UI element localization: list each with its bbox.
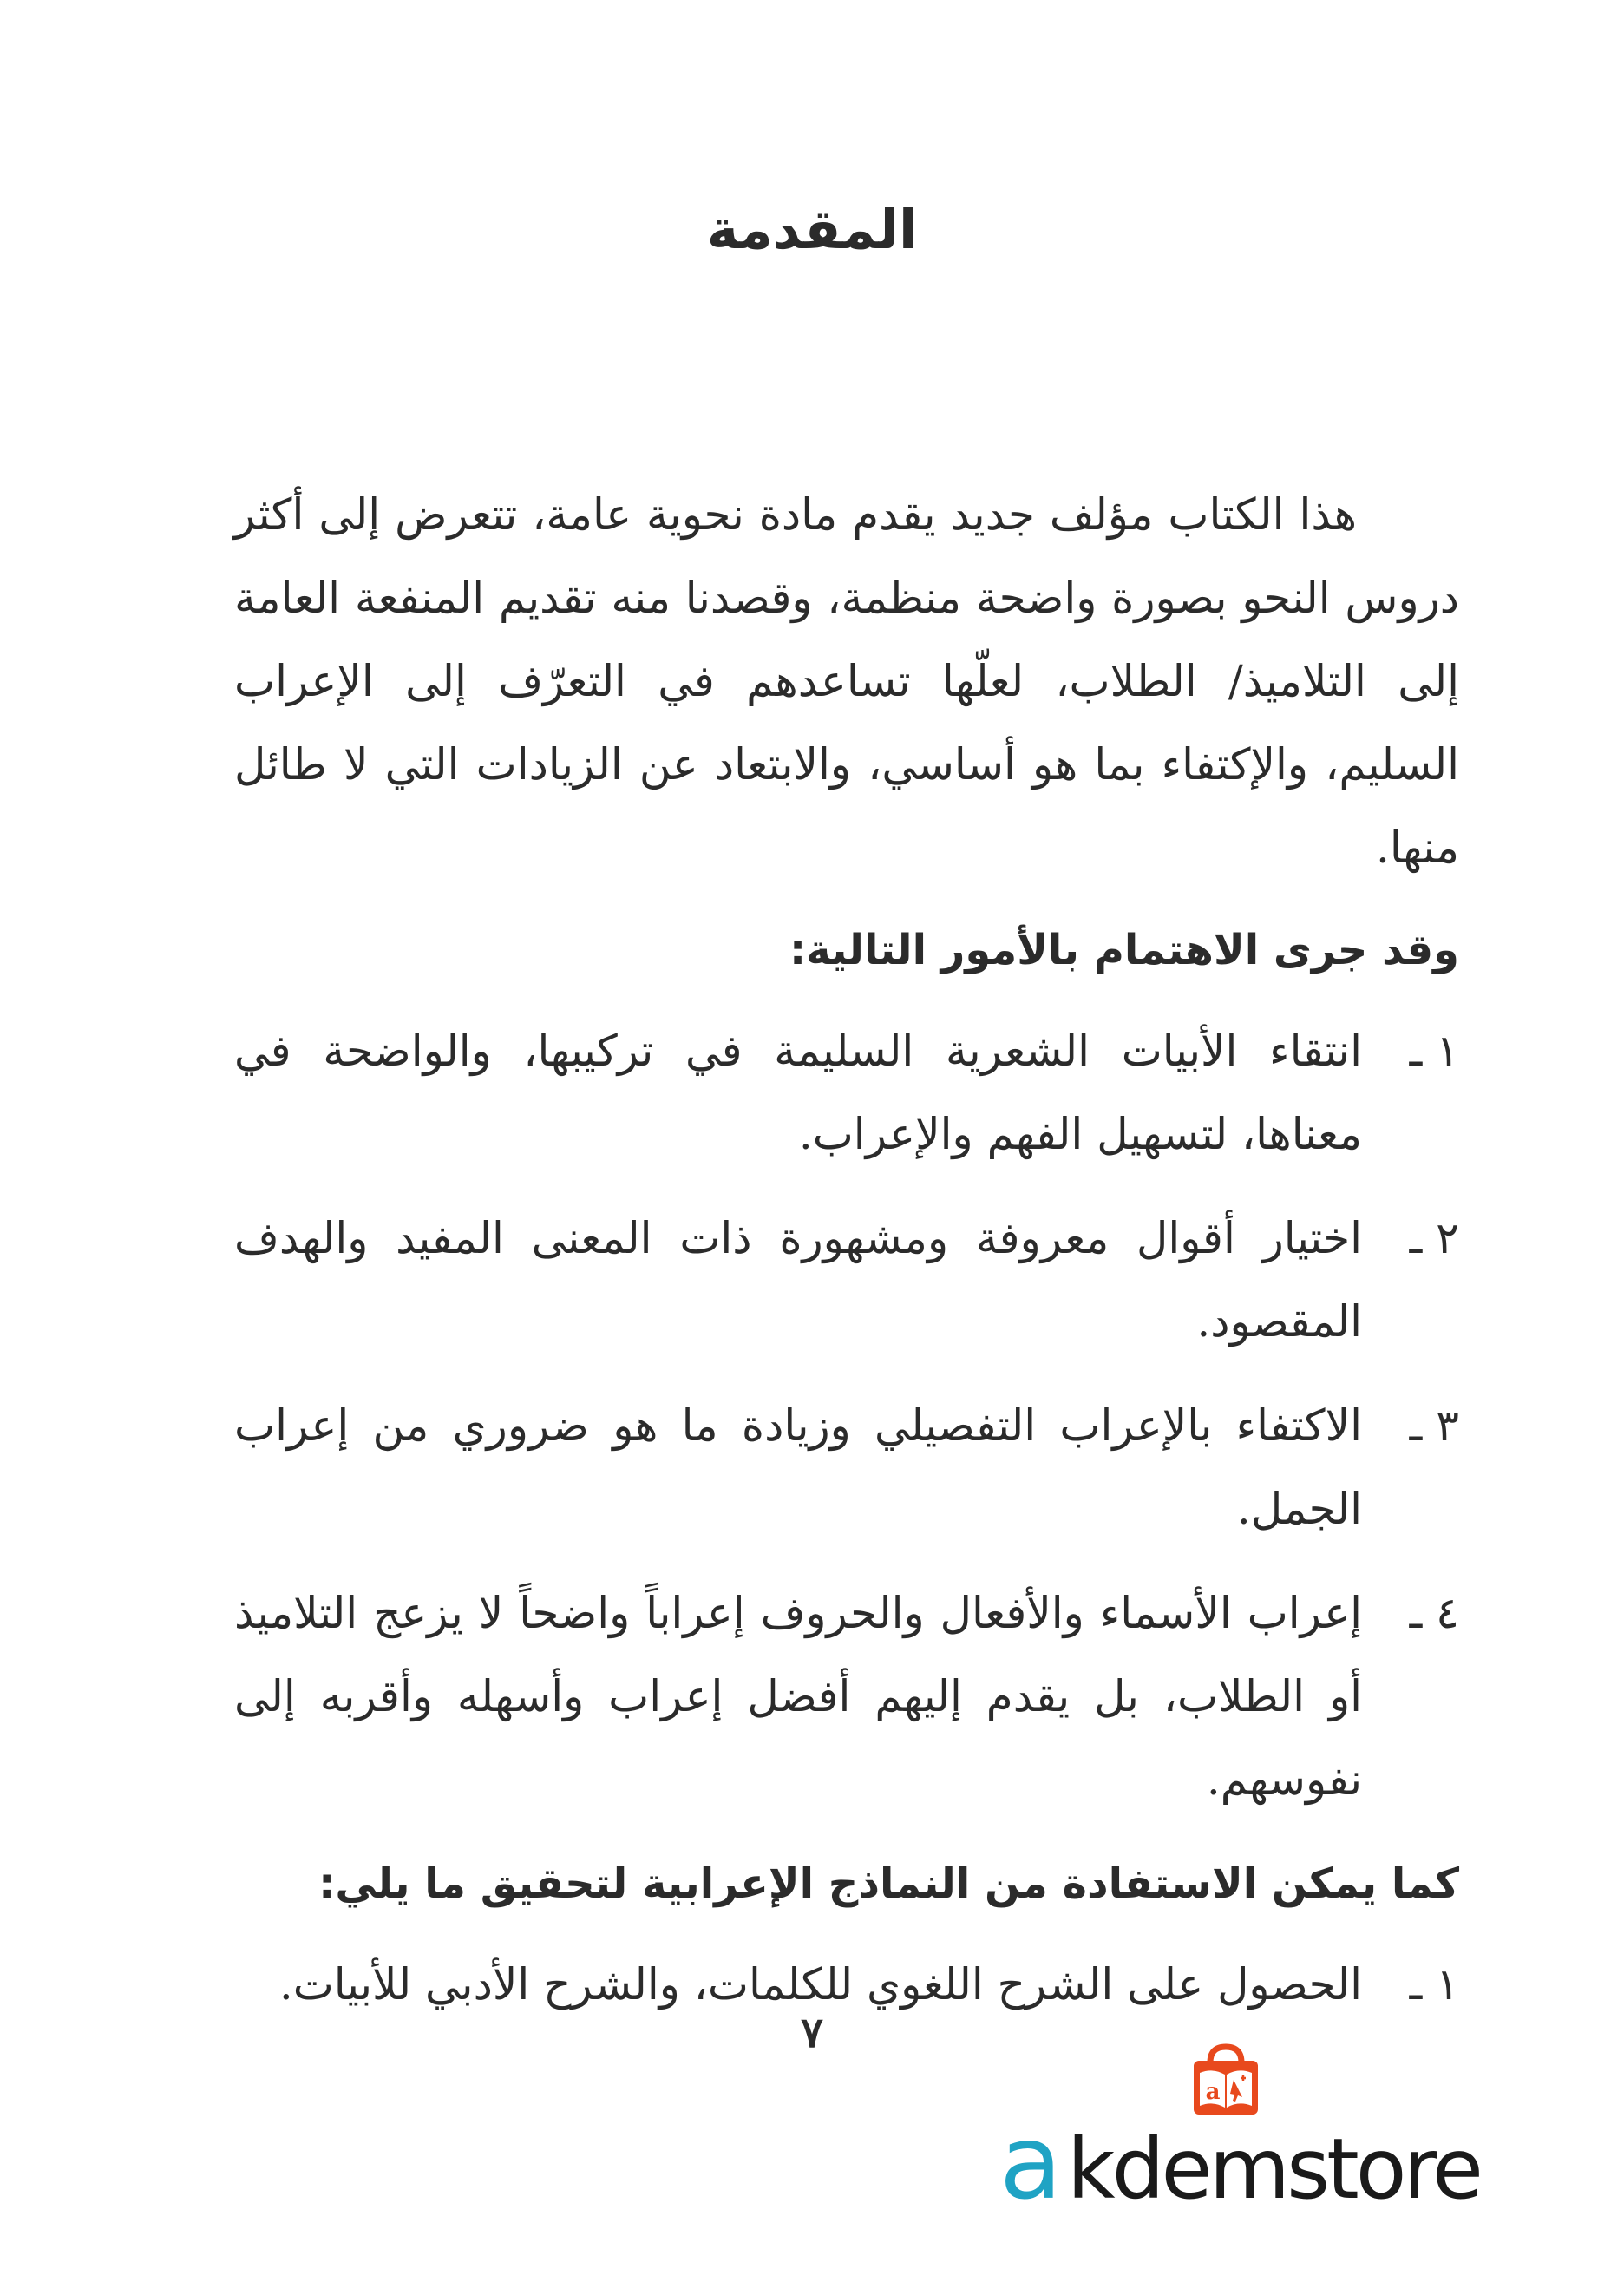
store-wordmark (999, 2102, 1480, 2222)
page-body (234, 473, 1459, 2047)
list-item-number: ٢ ـ (1362, 1197, 1459, 1363)
svg-text:a: a (1205, 2079, 1221, 2105)
list-item-text: اختيار أقوال معروفة ومشهورة ذات المعنى المفيد والهدف المقصود. (234, 1213, 1362, 1347)
list-item-text: الاكتفاء بالإعراب التفصيلي وزيادة ما هو ضروري من إعراب الجمل. (234, 1400, 1362, 1534)
list-item (234, 1009, 1459, 1176)
intro-paragraph: هذا الكتاب مؤلف جديد يقدم مادة نحوية عامة، تتعرض إلى أكثر دروس النحو بصورة واضحة منظمة، وقصدنا منه تقديم المنفعة العامة إلى التلاميذ/ الطلاب، لعلّها تساعدهم في التعرّف إلى الإعراب السليم، والإكتفاء بما هو أساسي، والابتعاد عن الزيادات التي لا طائل منها. (234, 489, 1459, 873)
list-item-text: الحصول على الشرح اللغوي للكلمات، والشرح الأدبي للأبيات. (278, 1959, 1362, 2010)
list-item-number: ٤ ـ (1362, 1571, 1459, 1821)
svg-text:a: a (999, 2102, 1063, 2222)
section-heading-priorities: وقد جرى الاهتمام بالأمور التالية: (789, 926, 1459, 974)
list-item-number: ١ ـ (1362, 1009, 1459, 1176)
list-item (234, 1197, 1459, 1363)
priorities-list (234, 1009, 1459, 1821)
list-item-text: إعراب الأسماء والأفعال والحروف إعراباً واضحاً لا يزعج التلاميذ أو الطلاب، بل يقدم إليهم أفضل إعراب وأسهله وأقربه إلى نفوسهم. (234, 1588, 1362, 1805)
list-item-number: ٣ ـ (1362, 1384, 1459, 1551)
section-heading-benefits: كما يمكن الاستفادة من النماذج الإعرابية لتحقيق ما يلي: (318, 1859, 1459, 1908)
store-logo (998, 2043, 1483, 2226)
list-item-text: انتقاء الأبيات الشعرية السليمة في تركيبها، والواضحة في معناها، لتسهيل الفهم والإعراب. (234, 1026, 1362, 1159)
list-item-number: ١ ـ (1362, 1943, 1459, 2026)
page-title: المقدمة (706, 198, 918, 261)
svg-text:kdemstore: kdemstore (1067, 2121, 1480, 2218)
list-item (234, 1571, 1459, 1821)
list-item (234, 1384, 1459, 1551)
page-number: ٧ (801, 2009, 823, 2057)
bag-book-icon (1194, 2047, 1258, 2115)
